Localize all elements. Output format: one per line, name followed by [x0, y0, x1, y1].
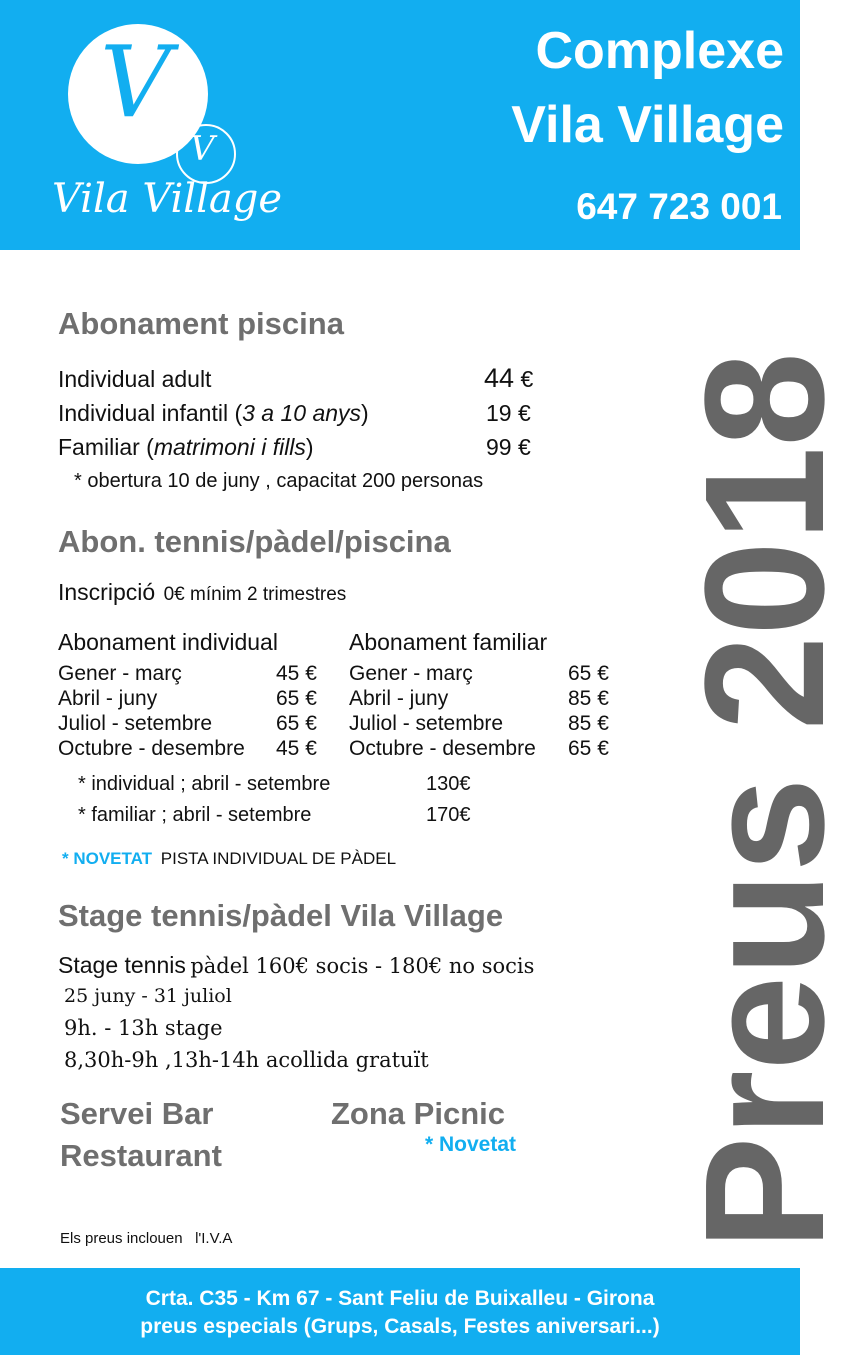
- side-title-preus: Preus 2018: [670, 352, 860, 1250]
- stage-welcome: 8,30h-9h ,13h-14h acollida gratuït: [64, 1048, 429, 1072]
- inscripcio-line: [58, 579, 346, 606]
- section-heading-piscina: Abonament piscina: [58, 306, 344, 341]
- individual-price: 65 €: [276, 712, 317, 735]
- piscina-note: * obertura 10 de juny , capacitat 200 personas: [74, 470, 484, 492]
- phone-number[interactable]: 647 723 001: [576, 186, 782, 227]
- familiar-price: 85 €: [568, 712, 609, 735]
- price-currency: €: [520, 366, 534, 392]
- familiar-price: 65 €: [568, 737, 609, 760]
- tennis-note-label: * individual ; abril - setembre: [78, 773, 331, 795]
- piscina-row-label: Familiar (matrimoni i fills): [58, 434, 314, 460]
- novetat-tag: * NOVETAT: [62, 849, 153, 868]
- footer-special-prices: preus especials (Grups, Casals, Festes aniversari...): [140, 1315, 660, 1338]
- tennis-note-price: 170€: [426, 804, 471, 826]
- title-line-1: Complexe: [535, 22, 784, 80]
- individual-period: Juliol - setembre: [58, 712, 213, 735]
- individual-period: Octubre - desembre: [58, 737, 245, 760]
- logo: [50, 18, 283, 238]
- individual-price: 45 €: [276, 737, 317, 760]
- service-picnic: Zona Picnic: [331, 1096, 505, 1131]
- novetat-text: PISTA INDIVIDUAL DE PÀDEL: [160, 849, 397, 868]
- stage-hours: 9h. - 13h stage: [64, 1016, 223, 1040]
- individual-period: Gener - març: [58, 662, 182, 685]
- section-heading-tennis: Abon. tennis/pàdel/piscina: [58, 524, 451, 559]
- familiar-price: 85 €: [568, 687, 609, 710]
- piscina-row-price: [484, 363, 533, 394]
- familiar-period: Gener - març: [349, 662, 473, 685]
- service-restaurant: Restaurant: [60, 1138, 222, 1173]
- novetat-line: [62, 849, 396, 869]
- tennis-note-label: * familiar ; abril - setembre: [78, 804, 312, 826]
- individual-header: Abonament individual: [58, 629, 278, 655]
- service-bar: Servei Bar: [60, 1096, 214, 1131]
- piscina-row-label: Individual infantil (3 a 10 anys): [58, 400, 369, 426]
- logo-v-small: V: [190, 129, 215, 169]
- stage-label: Stage tennis: [58, 952, 186, 978]
- picnic-novetat-tag: * Novetat: [425, 1133, 517, 1156]
- familiar-header: Abonament familiar: [349, 629, 548, 655]
- footer-banner: [0, 1268, 800, 1355]
- footer-address: Crta. C35 - Km 67 - Sant Feliu de Buixalleu - Girona: [145, 1287, 655, 1310]
- price-value: 44: [484, 363, 515, 393]
- individual-price: 45 €: [276, 662, 317, 685]
- familiar-price: 65 €: [568, 662, 609, 685]
- piscina-row-label: Individual adult: [58, 366, 212, 392]
- inscripcio-label: Inscripció: [58, 579, 156, 605]
- stage-line-1: [58, 952, 534, 979]
- section-heading-stage: Stage tennis/pàdel Vila Village: [58, 898, 504, 933]
- iva-note: Els preus inclouen l'I.V.A: [60, 1230, 233, 1247]
- individual-price: 65 €: [276, 687, 317, 710]
- stage-prices: pàdel 160€ socis - 180€ no socis: [190, 954, 535, 978]
- individual-period: Abril - juny: [58, 687, 158, 710]
- familiar-period: Abril - juny: [349, 687, 449, 710]
- piscina-row-price: 19 €: [486, 400, 531, 426]
- stage-dates: 25 juny - 31 juliol: [64, 985, 232, 1007]
- familiar-period: Juliol - setembre: [349, 712, 504, 735]
- piscina-row-price: 99 €: [486, 434, 531, 460]
- tennis-note-price: 130€: [426, 773, 471, 795]
- logo-v-large: V: [100, 26, 171, 140]
- logo-text: Vila Village: [52, 176, 283, 222]
- familiar-period: Octubre - desembre: [349, 737, 536, 760]
- inscripcio-detail: 0€ mínim 2 trimestres: [163, 584, 347, 605]
- title-line-2: Vila Village: [511, 96, 784, 154]
